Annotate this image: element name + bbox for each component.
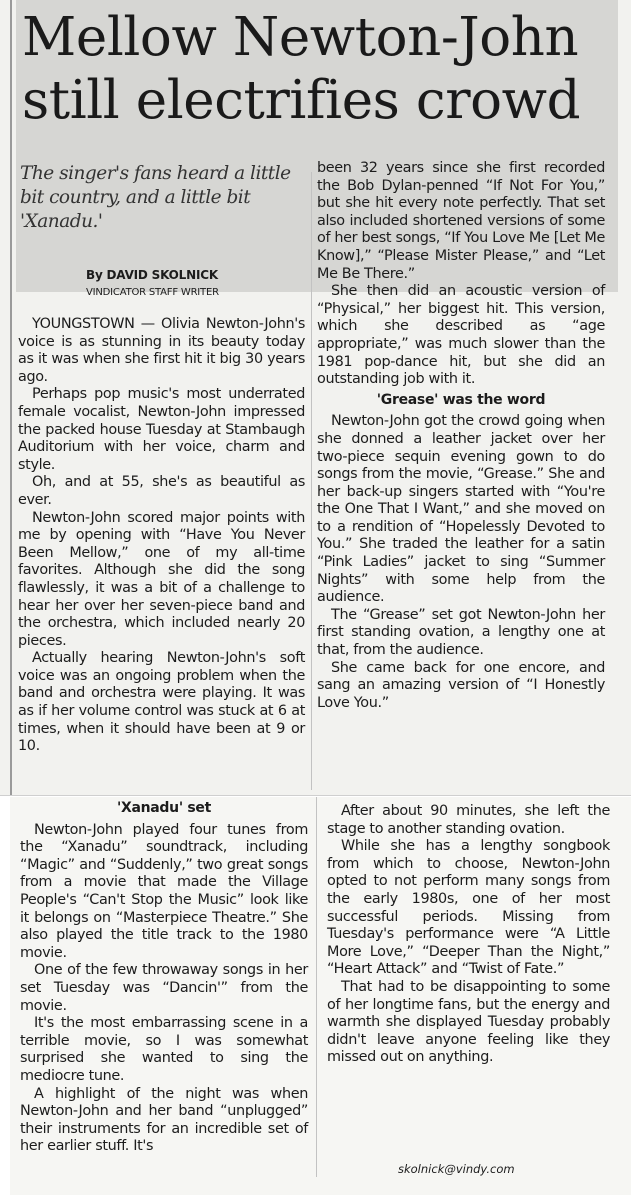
headline xyxy=(22,6,622,132)
column-1 xyxy=(18,316,305,756)
author-email: skolnick@vindy.com xyxy=(398,1162,515,1176)
paragraph: Perhaps pop music's most underrated female vocalist, Newton-John impressed the packed house Tuesday at Stambaugh Auditorium with her voice, charm and style. xyxy=(18,386,305,473)
paragraph: One of the few throwaway songs in her set Tuesday was “Dancin'” from the movie. xyxy=(20,962,308,1014)
paragraph: After about 90 minutes, she left the stage to another standing ovation. xyxy=(327,803,610,837)
column-rule xyxy=(311,172,312,790)
byline-role: VINDICATOR STAFF WRITER xyxy=(86,287,219,298)
column-4 xyxy=(327,803,610,1067)
byline-name: By DAVID SKOLNICK xyxy=(86,268,218,282)
headline-line-2: still electrifies crowd xyxy=(22,70,581,131)
column-2 xyxy=(317,160,605,712)
byline xyxy=(86,268,306,298)
headline-line-1: Mellow Newton-John xyxy=(22,7,579,68)
paragraph: Actually hearing Newton-John's soft voice was an ongoing problem when the band and orchestra were playing. It was as if her volume control was stuck at 6 at times, when it should have been at 9 or 10. xyxy=(18,650,305,755)
paragraph: While she has a lengthy songbook from which to choose, Newton-John opted to not perform many songs from the early 1980s, one of her most successful periods. Missing from Tuesday's performance were “A Little More Love,” “Deeper Than the Night,” “Heart Attack” and “Twist of Fate.” xyxy=(327,838,610,978)
article-clipping-bottom xyxy=(10,797,631,1195)
paragraph: She then did an acoustic version of “Physical,” her biggest hit. This version, which she described as “age appropriate,” was much slower than the 1981 pop-dance hit, but she did an outstanding job with it. xyxy=(317,283,605,388)
paragraph: That had to be disappointing to some of her longtime fans, but the energy and warmth she displayed Tuesday probably didn't leave anyone feeling like they missed out on anything. xyxy=(327,978,610,1066)
paragraph: She came back for one encore, and sang an amazing version of “I Honestly Love You.” xyxy=(317,659,605,711)
paragraph: Newton-John played four tunes from the “Xanadu” soundtrack, including “Magic” and “Suddenly,” two great songs from a movie that made the Village People's “Can't Stop the Music” look like it belongs on “Masterpiece Theatre.” She also played the title track to the 1980 movie. xyxy=(20,821,308,961)
left-border-rule xyxy=(10,0,12,795)
paragraph: Newton-John scored major points with me by opening with “Have You Never Been Mellow,” one of my all-time favorites. Although she did the song flawlessly, it was a bit of a challenge to hear her over her seven-piece band and the orchestra, which included nearly 20 pieces. xyxy=(18,509,305,649)
paragraph: A highlight of the night was when Newton-John and her band “unplugged” their instruments for an incredible set of her earlier stuff. It's xyxy=(20,1085,308,1155)
paragraph: It's the most embarrassing scene in a terrible movie, so I was somewhat surprised she wanted to sing the mediocre tune. xyxy=(20,1015,308,1084)
column-rule xyxy=(316,797,317,1177)
paragraph: YOUNGSTOWN — Olivia Newton-John's voice is as stunning in its beauty today as it was when she first hit it big 30 years ago. xyxy=(18,316,305,385)
subhead-xanadu: 'Xanadu' set xyxy=(116,800,211,816)
paragraph: been 32 years since she first recorded the Bob Dylan-penned “If Not For You,” but she hit every note perfectly. That set also included shortened versions of some of her best songs, “If You Love Me [Let Me Know],” “Please Mister Please,” and “Let Me Be There.” xyxy=(317,160,605,282)
paragraph: Oh, and at 55, she's as beautiful as ever. xyxy=(18,474,305,508)
deck: The singer's fans heard a little bit country, and a little bit 'Xanadu.' xyxy=(20,163,291,232)
paragraph: The “Grease” set got Newton-John her first standing ovation, a lengthy one at that, from the audience. xyxy=(317,606,605,659)
paragraph: Newton-John got the crowd going when she donned a leather jacket over her two-piece sequin evening gown to do songs from the movie, “Grease.” She and her back-up singers started with “You're the One That I Want,” and she moved on to a rendition of “Hopelessly Devoted to You.” She traded the leather for a satin “Pink Ladies” jacket to sing “Summer Nights” with some help from the audience. xyxy=(317,413,605,606)
subhead-grease: 'Grease' was the word xyxy=(376,391,546,408)
column-3 xyxy=(20,797,308,1156)
